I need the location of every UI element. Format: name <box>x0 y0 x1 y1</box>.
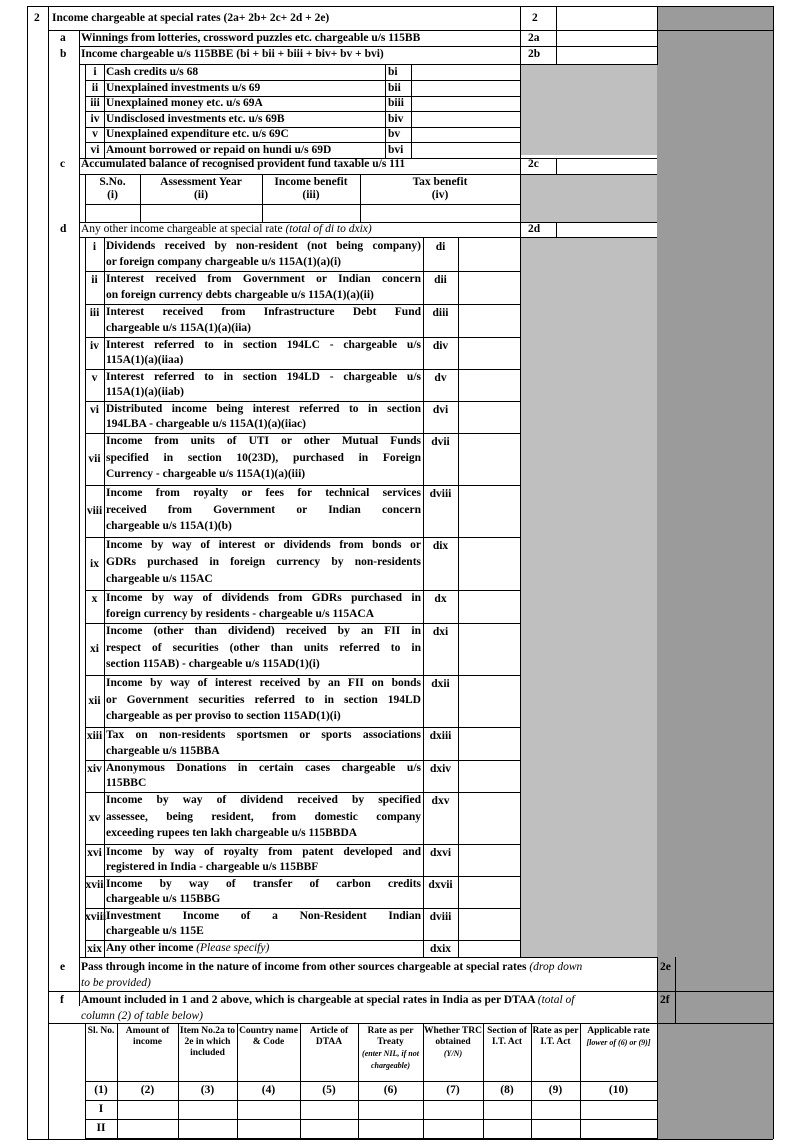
dtaa-header-text: Country name & Code <box>239 1026 298 1047</box>
pf-header-0: S.No. <box>99 176 126 188</box>
roman-dxviii: xviii <box>85 911 107 923</box>
dtaa-header-5 <box>359 1026 422 1076</box>
roman-dxii: xii <box>88 695 101 707</box>
letter-b: b <box>60 48 67 60</box>
dtaa-input[interactable] <box>239 1102 298 1116</box>
dtaa-header-text: Sl. No. <box>87 1026 115 1036</box>
label-dxiv-line: 115BBC <box>106 777 147 789</box>
col-rule <box>657 957 658 1023</box>
code-2: 2 <box>532 12 538 24</box>
label-dxv-line: Income by way of dividend received by specified <box>106 794 421 806</box>
dtaa-header-text: Item No.2a to 2e in which included <box>179 1026 236 1058</box>
rule-h <box>85 1138 657 1139</box>
code-dvii: dvii <box>431 436 450 448</box>
amount-input-di[interactable] <box>460 240 518 269</box>
label-2b: Income chargeable u/s 115BBE (bi + bii + biii + biv+ bv + bvi) <box>81 48 384 60</box>
label-diii-line: Interest received from Infrastructure Debt Fund <box>106 306 421 318</box>
dtaa-header-4 <box>301 1026 357 1076</box>
code-dxi: dxi <box>432 626 449 638</box>
code-dxvii: dxvii <box>428 879 453 891</box>
label-dv-line: 115A(1)(a)(iiab) <box>106 386 184 398</box>
label-dix-line: chargeable u/s 115AC <box>106 573 213 585</box>
dtaa-input[interactable] <box>485 1102 529 1116</box>
pf-input-1[interactable] <box>142 206 260 220</box>
roman-dix: ix <box>90 557 99 570</box>
amount-input-2c[interactable] <box>558 158 655 172</box>
frame-right <box>773 6 774 1139</box>
dtaa-row-I: I <box>98 1103 104 1115</box>
label-biv: Undisclosed investments etc. u/s 69B <box>106 112 285 125</box>
pf-header-1: Assessment Year <box>160 176 242 188</box>
rule-h <box>48 1023 773 1024</box>
code-2f: 2f <box>660 994 670 1006</box>
code-dix: dix <box>432 540 449 552</box>
label-dix-line: GDRs purchased in foreign currency by non-residents <box>106 556 421 568</box>
code-dxiv: dxiv <box>429 763 452 775</box>
shaded-area-d <box>520 237 657 957</box>
roman-biii: iii <box>90 97 100 109</box>
dtaa-input[interactable] <box>582 1121 655 1135</box>
roman-dxix: xix <box>87 943 102 955</box>
amount-input-dix[interactable] <box>460 539 518 588</box>
amount-input-dxvii[interactable] <box>460 878 518 906</box>
note-2e-cont: to be provided) <box>81 977 151 989</box>
dtaa-input[interactable] <box>485 1121 529 1135</box>
amount-input-2b[interactable] <box>558 47 655 61</box>
roman-dxv: xv <box>88 812 101 824</box>
label-dxi-line: section 115AB) - chargeable u/s 115AD(1)(i) <box>106 658 320 671</box>
label-di-line: Dividends received by non-resident (not being company) <box>106 240 421 252</box>
dtaa-header-8 <box>532 1026 579 1076</box>
label-bii: Unexplained investments u/s 69 <box>106 81 261 94</box>
label-dii-line: on foreign currency debts chargeable u/s 115A(1)(a)(ii) <box>106 288 374 301</box>
dtaa-colnum-6: (7) <box>446 1084 460 1096</box>
dtaa-input[interactable] <box>533 1102 578 1116</box>
dtaa-colnum-2: (3) <box>200 1084 215 1096</box>
label-dx-line: foreign currency by residents - chargeable u/s 115ACA <box>106 607 374 620</box>
rule-h <box>79 957 657 958</box>
dtaa-header-text: Whether TRC obtained <box>424 1026 482 1047</box>
label-dvii-line: specified in section 10(23D), purchased in Foreign <box>106 451 421 464</box>
dtaa-header-6 <box>424 1026 482 1076</box>
note-2e: (drop down <box>529 961 583 973</box>
roman-dvii: vii <box>88 453 101 465</box>
label-dxv-line: assessee, being resident, from domestic company <box>106 810 421 823</box>
amount-input-dxiv[interactable] <box>460 762 518 790</box>
shaded-area-b <box>520 65 657 155</box>
roman-dx: x <box>91 593 98 605</box>
code-bv: bv <box>388 128 401 140</box>
label-biii: Unexplained money etc. u/s 69A <box>106 97 263 109</box>
label-di-line: or foreign company chargeable u/s 115A(1)(a)(i) <box>106 255 341 268</box>
label-bi: Cash credits u/s 68 <box>106 66 199 78</box>
dtaa-colnum-1: (2) <box>140 1084 155 1096</box>
pf-input-0[interactable] <box>87 206 138 220</box>
dtaa-input[interactable] <box>360 1102 421 1116</box>
amount-input-dvi[interactable] <box>460 403 518 431</box>
roman-dxiii: xiii <box>86 730 103 742</box>
col-rule <box>657 30 658 65</box>
roman-dxvi: xvi <box>87 847 102 859</box>
code-dxv: dxv <box>431 795 450 807</box>
col-rule <box>520 64 521 158</box>
label-dxv-line: exceeding rupees ten lakh chargeable u/s 115BBDA <box>106 827 358 840</box>
label-dxiii-line: chargeable u/s 115BBA <box>106 744 220 757</box>
roman-bi: i <box>93 66 97 78</box>
amount-input-div[interactable] <box>460 339 518 367</box>
amount-input-2[interactable] <box>558 8 655 28</box>
pf-input-3[interactable] <box>362 206 518 220</box>
code-dviii: dviii <box>429 488 452 500</box>
code-dx: dx <box>434 593 447 605</box>
code-dvi: dvi <box>432 404 449 416</box>
letter-f: f <box>60 994 64 1006</box>
code-2e: 2e <box>660 961 671 973</box>
dtaa-header-note: (enter NIL, if not chargeable) <box>362 1049 419 1070</box>
roman-bvi: vi <box>90 143 100 156</box>
col-rule <box>423 237 424 957</box>
label-dvi-line: 194LBA - chargeable u/s 115A(1)(a)(iiac) <box>106 418 306 430</box>
dtaa-colnum-0: (1) <box>94 1084 108 1096</box>
label-dxi-line: Income (other than dividend) received by an FII in <box>106 625 421 637</box>
code-dii: dii <box>434 274 447 286</box>
code-dxix: dxix <box>429 943 452 955</box>
amount-input-2d[interactable] <box>558 222 655 235</box>
label-2d: Any other income chargeable at special rate (total of di to dxix) <box>81 223 372 235</box>
code-2b: 2b <box>528 48 541 60</box>
amount-input-dxi[interactable] <box>460 625 518 673</box>
col-rule <box>520 158 521 222</box>
roman-dxi: xi <box>90 643 99 655</box>
col-rule <box>520 222 521 957</box>
label-dv-line: Interest referred to in section 194LD - chargeable u/s <box>106 371 421 383</box>
dtaa-header-2 <box>179 1026 236 1076</box>
dtaa-colnum-5: (6) <box>383 1084 398 1096</box>
amount-input-dxii[interactable] <box>460 677 518 725</box>
col-rule <box>675 957 676 1023</box>
dtaa-header-text: Rate as per Treaty <box>367 1026 414 1047</box>
label-2c: Accumulated balance of recognised provident fund taxable u/s 111 <box>81 158 406 170</box>
rule-h <box>48 991 773 992</box>
dtaa-input[interactable] <box>180 1121 235 1135</box>
pf-subheader-1: (ii) <box>193 189 209 201</box>
roman-dxvii: xvii <box>85 879 104 891</box>
dtaa-header-0 <box>86 1026 116 1076</box>
label-bvi: Amount borrowed or repaid on hundi u/s 69D <box>106 143 332 156</box>
label-dxii-line: chargeable as per proviso to section 115AD(1)(i) <box>106 710 341 723</box>
dtaa-input[interactable] <box>119 1121 176 1135</box>
label-dxix-line: Any other income (Please specify) <box>106 942 270 954</box>
label-dviii-line: Income from royalty or fees for technical services <box>106 487 421 499</box>
pf-subheader-3: (iv) <box>431 189 449 201</box>
dtaa-header-note: [lower of (6) or (9)] <box>586 1038 651 1047</box>
label-dxvii-line: chargeable u/s 115BBG <box>106 893 221 905</box>
rule-h <box>85 1081 657 1082</box>
label-dxvi-line: registered in India - chargeable u/s 115BBF <box>106 861 319 873</box>
dtaa-input[interactable] <box>425 1121 481 1135</box>
dtaa-colnum-9: (10) <box>608 1084 629 1096</box>
code-2a: 2a <box>528 32 540 44</box>
amount-input-dviii[interactable] <box>460 487 518 535</box>
code-2c: 2c <box>528 158 539 170</box>
col-rule <box>657 6 658 30</box>
amount-input-dii[interactable] <box>460 273 518 302</box>
dtaa-input[interactable] <box>533 1121 578 1135</box>
rule-h <box>85 1119 657 1120</box>
label-div-line: 115A(1)(a)(iiaa) <box>106 354 184 366</box>
dtaa-header-3 <box>238 1026 299 1076</box>
roman-dxiv: xiv <box>87 763 102 775</box>
rule-h <box>85 1100 657 1101</box>
code-2d: 2d <box>528 223 541 235</box>
note-2f: (total of <box>537 994 575 1006</box>
label-dvi-line: Distributed income being interest referred to in section <box>106 403 421 415</box>
roman-dv: v <box>91 372 98 384</box>
frame-left <box>27 6 28 1139</box>
note-2f-cont: column (2) of table below) <box>81 1010 204 1022</box>
dtaa-input[interactable] <box>302 1102 356 1116</box>
label-dx-line: Income by way of dividends from GDRs purchased in <box>106 592 421 604</box>
col-rule <box>556 158 557 174</box>
dtaa-input[interactable] <box>239 1121 298 1135</box>
dtaa-colnum-3: (4) <box>261 1084 276 1096</box>
label-dxii-line: or Government securities referred to in section 194LD <box>106 693 421 706</box>
label-dxviii-line: chargeable u/s 115E <box>106 925 204 937</box>
code-dxvi: dxvi <box>429 847 452 859</box>
label-dxvii-line: Income by way of transfer of carbon credits <box>106 878 421 890</box>
amount-input-dxv[interactable] <box>460 794 518 842</box>
rule-h <box>85 204 520 205</box>
roman-diii: iii <box>89 307 100 319</box>
dtaa-input[interactable] <box>582 1102 655 1116</box>
label-dvii-line: Currency - chargeable u/s 115A(1)(a)(iii) <box>106 468 306 481</box>
roman-div: iv <box>90 340 99 352</box>
col-rule <box>458 237 459 957</box>
col-rule <box>657 1023 658 1139</box>
label-dxvi-line: Income by way of royalty from patent developed and <box>106 846 421 858</box>
amount-input-bv[interactable] <box>413 127 518 139</box>
label-dxii-line: Income by way of interest received by an FII on bonds <box>106 677 421 689</box>
amount-input-dv[interactable] <box>460 371 518 399</box>
label-dvii-line: Income from units of UTI or other Mutual Funds <box>106 435 421 447</box>
dtaa-header-text: Amount of income <box>125 1026 170 1047</box>
roman-bv: v <box>92 128 98 140</box>
label-dviii-line: received from Government or Indian concern <box>106 503 421 516</box>
code-div: div <box>432 340 449 352</box>
dtaa-header-note: (Y/N) <box>443 1049 463 1058</box>
amount-input-diii[interactable] <box>460 306 518 335</box>
letter-e: e <box>60 961 66 973</box>
dtaa-colnum-4: (5) <box>322 1084 336 1096</box>
pf-subheader-2: (iii) <box>302 189 320 201</box>
label-2e: Pass through income in the nature of income from other sources chargeable at special rates (drop down <box>81 961 583 973</box>
letter-a: a <box>60 32 66 44</box>
code-diii: diii <box>432 307 449 319</box>
label-diii-line: chargeable u/s 115A(1)(a)(iia) <box>106 321 252 334</box>
amount-input-biv[interactable] <box>413 112 518 124</box>
amount-input-dxviii[interactable] <box>460 910 518 938</box>
label-dxi-line: respect of securities (other than units referred to in <box>106 641 421 654</box>
label-2a: Winnings from lotteries, crossword puzzles etc. chargeable u/s 115BB <box>81 32 421 44</box>
roman-bii: ii <box>91 81 99 94</box>
amount-input-biii[interactable] <box>413 96 518 108</box>
roman-di: i <box>92 241 97 253</box>
roman-dii: ii <box>91 274 98 286</box>
dtaa-header-text: Section of I.T. Act <box>487 1026 527 1047</box>
frame-bottom <box>27 1139 773 1140</box>
code-bii: bii <box>388 81 401 94</box>
dtaa-header-text: Rate as per I.T. Act <box>532 1026 579 1047</box>
amount-input-bvi[interactable] <box>413 143 518 155</box>
label-bv: Unexplained expenditure etc. u/s 69C <box>106 128 289 140</box>
amount-input-2f[interactable] <box>677 993 771 1021</box>
col-rule <box>520 6 521 30</box>
label-dxiv-line: Anonymous Donations in certain cases chargeable u/s <box>106 762 421 774</box>
dtaa-input[interactable] <box>360 1121 421 1135</box>
dtaa-header-9 <box>581 1026 656 1076</box>
col-rule <box>556 30 557 65</box>
dtaa-header-text: Applicable rate <box>587 1026 650 1036</box>
code-dxiii: dxiii <box>429 730 452 742</box>
roman-biv: iv <box>90 112 100 125</box>
label-2f: Amount included in 1 and 2 above, which is chargeable at special rates in India as per DTAA (total of <box>81 994 575 1006</box>
amount-input-dxix[interactable] <box>460 942 518 955</box>
col-rule <box>48 6 49 1139</box>
roman-dvi: vi <box>90 404 99 416</box>
amount-input-dvii[interactable] <box>460 435 518 483</box>
dtaa-colnum-7: (8) <box>500 1084 514 1096</box>
shaded-area-c <box>520 174 657 222</box>
label-dxiii-line: Tax on non-residents sportsmen or sports associations <box>106 729 421 741</box>
note-2d: (total of di to dxix) <box>285 223 372 235</box>
code-dv: dv <box>434 372 447 384</box>
main-number: 2 <box>34 12 40 24</box>
col-rule <box>79 30 80 1006</box>
pf-header-2: Income benefit <box>274 176 348 188</box>
amount-input-bii[interactable] <box>413 81 518 93</box>
letter-d: d <box>60 223 67 235</box>
dtaa-header-text: Article of DTAA <box>309 1026 349 1047</box>
dtaa-input[interactable] <box>302 1121 356 1135</box>
col-rule <box>556 6 557 30</box>
dtaa-input[interactable] <box>425 1102 481 1116</box>
dtaa-header-1 <box>118 1026 177 1076</box>
col-rule <box>556 222 557 237</box>
pf-subheader-0: (i) <box>107 189 118 201</box>
amount-input-bi[interactable] <box>413 65 518 77</box>
dtaa-input[interactable] <box>119 1102 176 1116</box>
label-dix-line: Income by way of interest or dividends from bonds or <box>106 539 421 551</box>
amount-input-dxiii[interactable] <box>460 729 518 758</box>
dtaa-input[interactable] <box>180 1102 235 1116</box>
rule-h <box>79 237 657 238</box>
main-title: Income chargeable at special rates (2a+ 2b+ 2c+ 2d + 2e) <box>52 12 330 24</box>
dtaa-row-II: II <box>96 1122 106 1134</box>
label-div-line: Interest referred to in section 194LC - chargeable u/s <box>106 339 421 351</box>
pf-header-3: Tax benefit <box>412 176 468 188</box>
col-rule <box>520 30 521 65</box>
code-biii: biii <box>388 97 404 109</box>
amount-input-dx[interactable] <box>460 592 518 621</box>
letter-c: c <box>60 158 66 170</box>
label-dviii-line: chargeable u/s 115A(1)(b) <box>106 520 232 533</box>
roman-dviii: viii <box>86 505 103 517</box>
dtaa-colnum-8: (9) <box>548 1084 563 1096</box>
amount-input-2a[interactable] <box>558 31 655 43</box>
code-di: di <box>435 241 446 253</box>
dtaa-header-7 <box>484 1026 530 1076</box>
amount-input-dxvi[interactable] <box>460 846 518 874</box>
code-dxviii: dviii <box>429 911 452 923</box>
label-dxviii-line: Investment Income of a Non-Resident Indian <box>106 910 421 922</box>
frame-top <box>27 6 773 7</box>
amount-input-2e[interactable] <box>677 960 771 988</box>
code-bvi: bvi <box>388 143 404 156</box>
pf-input-2[interactable] <box>264 206 358 220</box>
col-rule <box>104 237 105 957</box>
code-biv: biv <box>388 112 404 125</box>
code-dxii: dxii <box>431 678 450 690</box>
note-dxix: (Please specify) <box>193 942 270 954</box>
label-dii-line: Interest received from Government or Indian concern <box>106 273 421 285</box>
code-bi: bi <box>388 66 398 78</box>
